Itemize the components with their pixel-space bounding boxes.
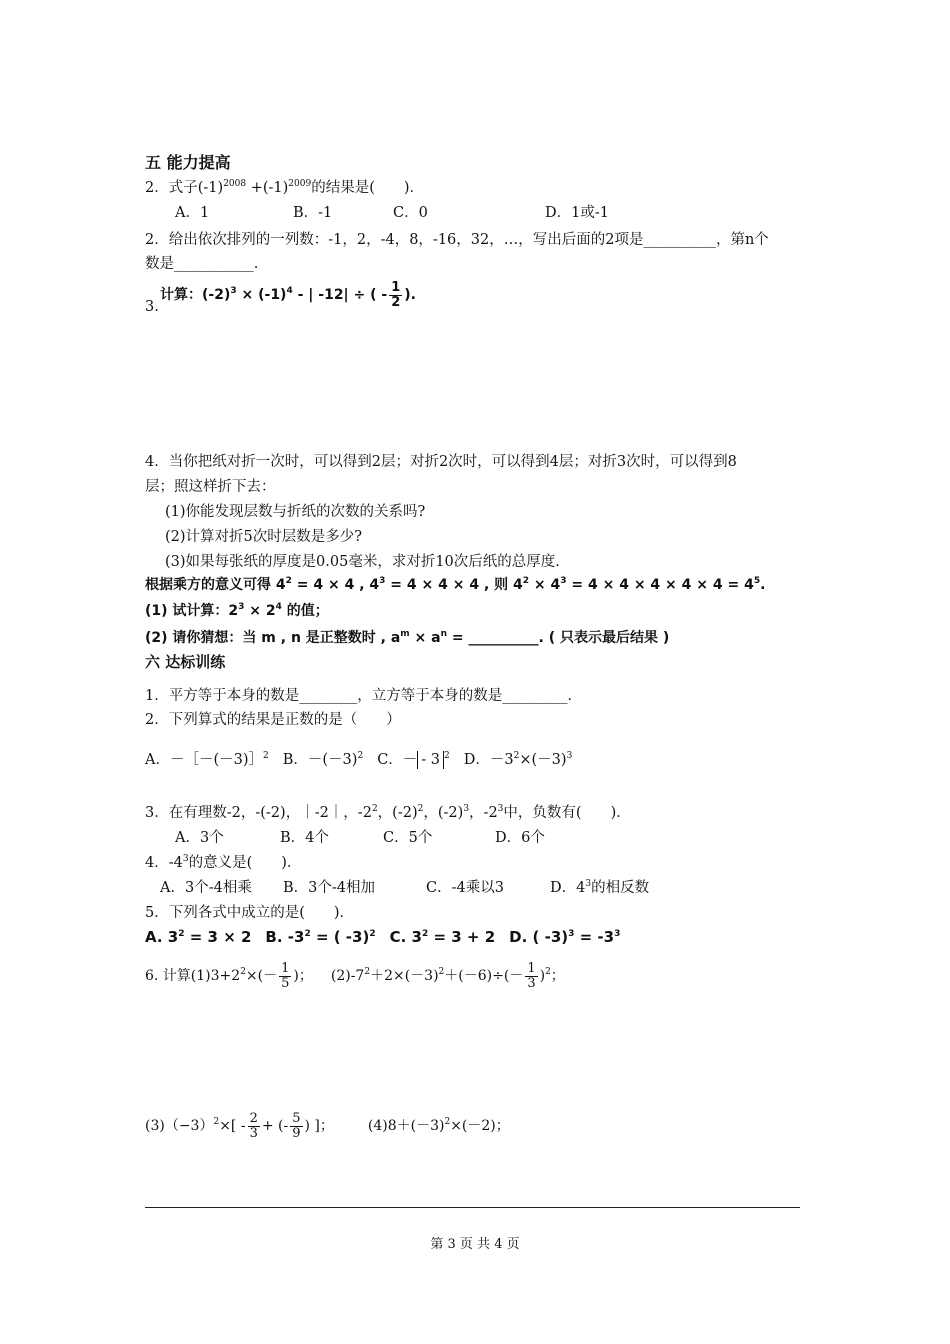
option-a: A．1 <box>175 205 210 221</box>
s6-question-4-options <box>160 878 649 898</box>
option-a: A．3个-4相乘 <box>160 880 252 896</box>
s6-question-6-line2: $(3)(-3)^2\times$[ - $\frac{2}{3}$ + (- $\frac{5}{9}$ ) ]； $(4)8+(-3)^2\times(-2)$； <box>145 1110 510 1141</box>
option-d: D．$4^3$的相反数 <box>550 879 650 896</box>
s6-question-5-options <box>145 927 620 947</box>
option-c: C. $3^2 = 3 + 2$ <box>389 928 496 946</box>
fraction-one-half: $\frac{1}{2}$ <box>391 279 401 310</box>
s6-question-5: 5．下列各式中成立的是( )． <box>145 905 355 921</box>
section-title-6: 六 达标训练 <box>145 653 226 671</box>
s6-question-2: 2．下列算式的结果是正数的是（ ） <box>145 712 401 728</box>
s6-question-1: 1．平方等于本身的数是________，立方等于本身的数是_________． <box>145 688 582 704</box>
option-d: D．6个 <box>495 830 545 846</box>
question-3-number: 3. <box>145 299 159 315</box>
question-4-sub1: (1)你能发现层数与折纸的次数的关系吗? <box>165 504 426 520</box>
fraction-five-ninths: $\frac{5}{9}$ <box>292 1110 301 1141</box>
extra-line1: 根据乘方的意义可得 $4^2 = 4 \times 4$ , $4^3 = 4 \times 4 \times 4$ , 则 $4^2 \times 4^3 = 4 \times 4 \times 4 \times 4 \times 4 = 4^5$. <box>145 576 766 593</box>
fraction-one-third: $\frac{1}{3}$ <box>527 960 536 991</box>
option-b: B．-1 <box>293 205 333 221</box>
question-2a-options <box>175 203 609 223</box>
extra-line2: (1) 试计算：$2^3 \times 2^4$ 的值； <box>145 602 329 619</box>
s6-question-2-options <box>145 750 572 770</box>
footer-rule <box>145 1207 800 1208</box>
question-2b-line1: 2．给出依次排列的一列数：-1，2，-4，8，-16，32，…，写出后面的2项是__________，第n个 <box>145 232 769 248</box>
question-2b-line2: 数是___________. <box>145 256 259 272</box>
option-b: B．$-(-3)^2$ <box>282 751 364 768</box>
s6-question-6-line1: 6. 计算$(1)3+2^2\times(-$ $\frac{1}{5}$ )； $(2)-7^2+2\times(-3)^2+(-6)\div(-$ $\frac{1}{3}$ )$^2$； <box>145 960 565 991</box>
option-d: D. ( $-3)^3 = -3^3$ <box>509 928 621 946</box>
question-4-sub2: (2)计算对折5次时层数是多少? <box>165 529 363 545</box>
question-4-sub3: (3)如果每张纸的厚度是0.05毫米，求对折10次后纸的总厚度. <box>165 554 560 570</box>
section-title-5: 五 能力提高 <box>145 153 231 172</box>
extra-line3: (2) 请你猜想：当 m , n 是正整数时 , $a^m \times a^n$ = __________. ( 只表示最后结果 ) <box>145 629 670 646</box>
option-a: A．3个 <box>175 830 224 846</box>
option-a: A. $3^2 = 3 \times 2$ <box>145 928 252 946</box>
question-3-expression: 计算：$(-2)^3 \times (-1)^4$ - | -12| ÷ ( - $\frac{1}{2}$ ). <box>160 279 416 310</box>
option-d: D．1或-1 <box>545 205 609 221</box>
option-d: D．$-3^2\times(-3)^3$ <box>463 751 573 768</box>
option-c: C．0 <box>393 205 428 221</box>
question-2a: 2．式子$(-1)^{2008} +(-1)^{2009}$的结果是( )． <box>145 179 425 196</box>
s6-question-4: 4．$-4^3$的意义是( )． <box>145 854 302 871</box>
fraction-one-fifth: $\frac{1}{5}$ <box>281 960 290 991</box>
option-b: B．3个-4相加 <box>283 880 376 896</box>
option-c: C．－ - 3 $^2$ <box>377 751 450 768</box>
option-c: C．-4乘以3 <box>426 880 504 896</box>
question-4-line1: 4．当你把纸对折一次时，可以得到2层；对折2次时，可以得到4层；对折3次时，可以得到8 <box>145 454 737 470</box>
fraction-two-thirds: $\frac{2}{3}$ <box>249 1110 258 1141</box>
question-4-line2: 层；照这样折下去： <box>145 479 276 495</box>
s6-question-3-options <box>175 828 545 848</box>
absolute-value: - 3 <box>417 751 444 769</box>
s6-question-3: 3．在有理数-2，-(-2)，｜-2｜，$-2^2$，$(-2)^2$，$(-2)^3$，$-2^3$中，负数有( )． <box>145 804 631 821</box>
option-c: C．5个 <box>383 830 433 846</box>
option-b: B．4个 <box>280 830 329 846</box>
option-b: B. $-3^2$ = ( -3)$^2$ <box>265 928 376 946</box>
page-footer: 第 3 页 共 4 页 <box>430 1237 520 1252</box>
option-a: A．－［－(－3)］$^2$ <box>145 751 269 768</box>
